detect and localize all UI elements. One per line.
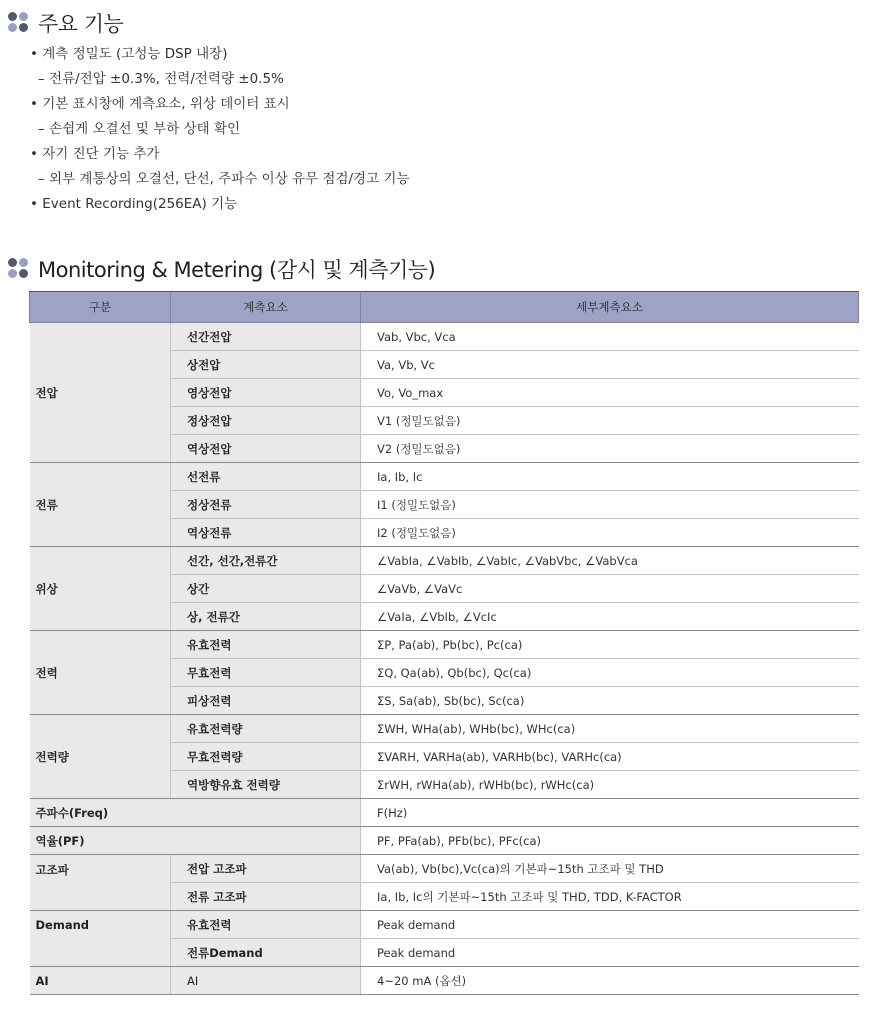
table-row <box>30 827 859 855</box>
category-cell: 고조파 <box>30 855 171 911</box>
element-cell: 무효전력 <box>171 659 361 687</box>
detail-cell: Vab, Vbc, Vca <box>361 323 859 351</box>
element-cell: 상간 <box>171 575 361 603</box>
element-cell: 유효전력량 <box>171 715 361 743</box>
detail-cell: ∠VaVb, ∠VaVc <box>361 575 859 603</box>
table-row <box>30 911 859 939</box>
features-heading <box>8 8 123 38</box>
element-cell: AI <box>171 967 361 995</box>
brand-dots-icon <box>8 258 30 280</box>
metering-table <box>29 291 859 995</box>
detail-cell: Peak demand <box>361 911 859 939</box>
detail-cell: ΣQ, Qa(ab), Qb(bc), Qc(ca) <box>361 659 859 687</box>
element-cell: 전류Demand <box>171 939 361 967</box>
feature-item: – 외부 계통상의 오결선, 단선, 주파수 이상 유무 점검/경고 기능 <box>38 171 410 187</box>
category-cell: 전력 <box>30 631 171 715</box>
category-cell: 전류 <box>30 463 171 547</box>
detail-cell: Va, Vb, Vc <box>361 351 859 379</box>
header-category: 구분 <box>30 292 171 323</box>
detail-cell: ΣP, Pa(ab), Pb(bc), Pc(ca) <box>361 631 859 659</box>
detail-cell: V1 (정밀도없음) <box>361 407 859 435</box>
element-cell: 역상전류 <box>171 519 361 547</box>
table-row <box>30 855 859 883</box>
table-row <box>30 715 859 743</box>
table-body <box>30 323 859 995</box>
table-row <box>30 799 859 827</box>
feature-item: • 기본 표시창에 계측요소, 위상 데이터 표시 <box>30 96 290 112</box>
detail-cell: I1 (정밀도없음) <box>361 491 859 519</box>
features-title: 주요 기능 <box>38 12 124 36</box>
detail-cell: 4~20 mA (옵션) <box>361 967 859 995</box>
element-cell: 역상전압 <box>171 435 361 463</box>
feature-item: – 전류/전압 ±0.3%, 전력/전력량 ±0.5% <box>38 71 284 87</box>
detail-cell: I2 (정밀도없음) <box>361 519 859 547</box>
table-row <box>30 323 859 351</box>
monitoring-heading <box>8 254 435 284</box>
feature-item: • 자기 진단 기능 추가 <box>30 146 160 162</box>
table-row <box>30 967 859 995</box>
element-cell: 역방향유효 전력량 <box>171 771 361 799</box>
detail-cell: ∠VaIa, ∠VbIb, ∠VcIc <box>361 603 859 631</box>
category-cell: 전력량 <box>30 715 171 799</box>
detail-cell: Va(ab), Vb(bc),Vc(ca)의 기본파~15th 고조파 및 THD <box>361 855 859 883</box>
table-row <box>30 631 859 659</box>
table-header-row <box>30 292 859 323</box>
element-cell: 상, 전류간 <box>171 603 361 631</box>
element-cell: 전압 고조파 <box>171 855 361 883</box>
category-cell: AI <box>30 967 171 995</box>
element-cell: 영상전압 <box>171 379 361 407</box>
detail-cell: ΣVARH, VARHa(ab), VARHb(bc), VARHc(ca) <box>361 743 859 771</box>
category-cell: 주파수(Freq) <box>30 799 361 827</box>
element-cell: 전류 고조파 <box>171 883 361 911</box>
detail-cell: ΣrWH, rWHa(ab), rWHb(bc), rWHc(ca) <box>361 771 859 799</box>
element-cell: 정상전압 <box>171 407 361 435</box>
detail-cell: ΣS, Sa(ab), Sb(bc), Sc(ca) <box>361 687 859 715</box>
detail-cell: Ia, Ib, Ic의 기본파~15th 고조파 및 THD, TDD, K-FACTOR <box>361 883 859 911</box>
element-cell: 유효전력 <box>171 911 361 939</box>
element-cell: 무효전력량 <box>171 743 361 771</box>
feature-item: – 손쉽게 오결선 및 부하 상태 확인 <box>38 121 241 137</box>
detail-cell: ΣWH, WHa(ab), WHb(bc), WHc(ca) <box>361 715 859 743</box>
header-detail: 세부계측요소 <box>361 292 859 323</box>
detail-cell: PF, PFa(ab), PFb(bc), PFc(ca) <box>361 827 859 855</box>
table-row <box>30 547 859 575</box>
category-cell: Demand <box>30 911 171 967</box>
category-cell: 위상 <box>30 547 171 631</box>
feature-item: • Event Recording(256EA) 기능 <box>30 196 238 212</box>
header-element: 계측요소 <box>171 292 361 323</box>
detail-cell: F(Hz) <box>361 799 859 827</box>
element-cell: 정상전류 <box>171 491 361 519</box>
category-cell: 전압 <box>30 323 171 463</box>
element-cell: 상전압 <box>171 351 361 379</box>
brand-dots-icon <box>8 12 30 34</box>
detail-cell: ∠VabIa, ∠VabIb, ∠VabIc, ∠VabVbc, ∠VabVca <box>361 547 859 575</box>
detail-cell: V2 (정밀도없음) <box>361 435 859 463</box>
element-cell: 유효전력 <box>171 631 361 659</box>
detail-cell: Ia, Ib, Ic <box>361 463 859 491</box>
element-cell: 선간, 선간,전류간 <box>171 547 361 575</box>
table-row <box>30 463 859 491</box>
element-cell: 선간전압 <box>171 323 361 351</box>
detail-cell: Vo, Vo_max <box>361 379 859 407</box>
detail-cell: Peak demand <box>361 939 859 967</box>
element-cell: 피상전력 <box>171 687 361 715</box>
category-cell: 역율(PF) <box>30 827 361 855</box>
feature-item: • 계측 정밀도 (고성능 DSP 내장) <box>30 46 228 62</box>
element-cell: 선전류 <box>171 463 361 491</box>
feature-list <box>30 42 410 217</box>
monitoring-title: Monitoring & Metering (감시 및 계측기능) <box>38 258 436 282</box>
